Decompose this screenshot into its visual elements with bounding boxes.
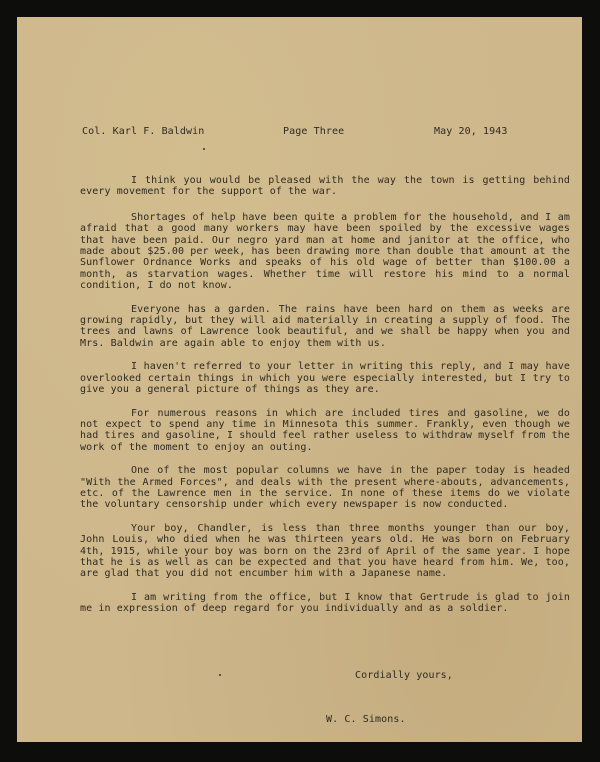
paragraph-travel-plans: For numerous reasons in which are included tires and gasoline, we do not expect to spend any time in Minnesota this summer. Frankly, even though we had tires and gasoline, I should feel rather useless to withdraw myself from the work of the moment to enjoy an outing. [80, 407, 570, 453]
complimentary-close: Cordially yours, [355, 670, 453, 681]
paragraph-gardens: Everyone has a garden. The rains have been hard on them as weeks are growing rapidly, but they will aid materially in creating a supply of food. The trees and lawns of Lawrence look beautiful, and we shall be happy when you and Mrs. Baldwin are again able to enjoy them with us. [80, 303, 570, 349]
paragraph-shortage-of-help: Shortages of help have been quite a problem for the household, and I am afraid that a good many workers may have been spoiled by the excessive wages that have been paid. Our negro yard man at home and janitor at the office, who made about $25.00 per week, has been drawing more than double that amount at the Sunflower Ordnance Works and speaks of his old wage of better than $100.00 a month, as starvation wages. Whether time will restore his mind to a normal condition, I do not know. [80, 211, 570, 292]
page-number: Page Three [283, 126, 345, 137]
recipient-name: Col. Karl F. Baldwin [82, 126, 205, 137]
paragraph-newspaper-column: One of the most popular columns we have in the paper today is headed "With the Armed Forces", and deals with the present where-abouts, advancements, etc. of the Lawrence men in the service. In none of these items do we violate the voluntary censorship under which every newspaper is now conducted. [80, 465, 570, 511]
paragraph-sons: Your boy, Chandler, is less than three months younger than our boy, John Louis, who died when he was thirteen years old. He was born on February 4th, 1915, while your boy was born on the 23rd of April of the same year. I hope that he is as well as can be expected and that you have heard from him. We, too, are glad that you did not encumber him with a Japanese name. [80, 522, 570, 580]
signature-name: W. C. Simons. [326, 714, 406, 725]
letter-date: May 20, 1943 [434, 126, 508, 137]
letter-page [17, 17, 582, 742]
paragraph-regards: I am writing from the office, but I know that Gertrude is glad to join me in expression of deep regard for you individually and as a soldier. [80, 591, 570, 615]
paragraph-war-support: I think you would be pleased with the way the town is getting behind every movement for the support of the war. [80, 175, 570, 198]
ink-speck [219, 674, 221, 676]
ink-speck [203, 148, 205, 150]
letter-body [80, 175, 570, 627]
letter-header [17, 126, 582, 140]
paragraph-letter-reply: I haven't referred to your letter in writing this reply, and I may have overlooked certain things in which you were especially interested, but I try to give you a general picture of things as they are. [80, 361, 570, 396]
typed-letter [17, 17, 582, 742]
